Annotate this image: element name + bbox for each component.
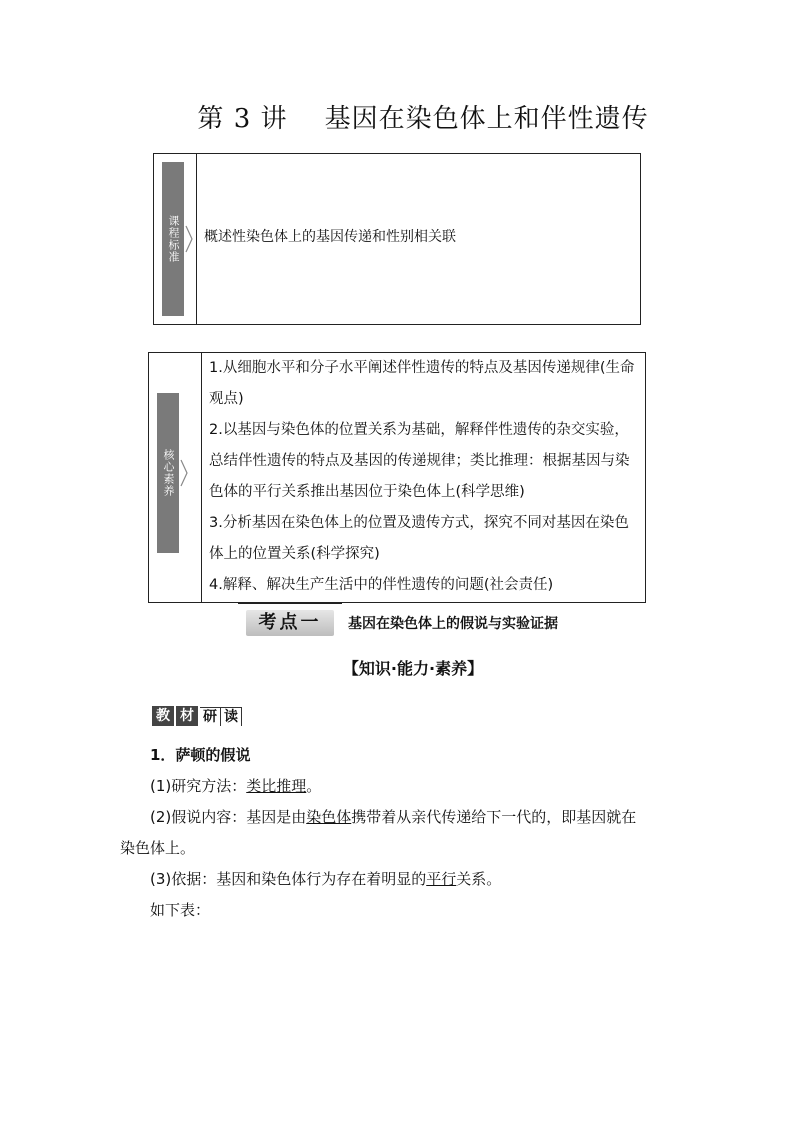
core-literacy-box [148, 352, 646, 603]
kaodian-divider [238, 603, 342, 604]
core-item: 4.解释、解决生产生活中的伴性遗传的问题(社会责任) [209, 577, 554, 593]
jiaocai-badge [152, 705, 242, 727]
title-prefix: 第 [197, 104, 225, 134]
text-span: (2)假说内容：基因是由 [150, 808, 307, 826]
jiaocai-char: 教 [152, 706, 174, 726]
underlined-term: 染色体 [306, 808, 352, 826]
kaodian-badge: 考点一 [246, 610, 334, 636]
page-title [0, 98, 794, 135]
body-paragraph [120, 771, 680, 802]
body-paragraph [120, 802, 680, 833]
title-text: 基因在染色体上和伴性遗传 [324, 104, 649, 134]
chevron-right-icon [180, 458, 188, 488]
section-heading: 【知识·能力·素养】 [342, 659, 484, 678]
body-paragraph [120, 864, 680, 895]
body-paragraph-continued: 染色体上。 [120, 839, 196, 857]
core-content [209, 353, 639, 601]
text-span: (1)研究方法： [150, 777, 247, 795]
curriculum-content: 概述性染色体上的基因传递和性别相关联 [204, 229, 456, 245]
curriculum-box [153, 153, 641, 325]
core-sidebar-label: 核心素养 [157, 393, 179, 553]
kaodian-title: 基因在染色体上的假说与实验证据 [348, 616, 558, 632]
body-text [120, 740, 680, 926]
core-item: 1.从细胞水平和分子水平阐述伴性遗传的特点及基因传递规律(生命观点) [209, 360, 635, 407]
title-suffix: 讲 [260, 104, 288, 134]
core-item: 3.分析基因在染色体上的位置及遗传方式，探究不同对基因在染色体上的位置关系(科学探究) [209, 515, 629, 562]
title-number: 3 [233, 104, 252, 134]
text-span: 携带着从亲代传递给下一代的，即基因就在 [351, 808, 637, 826]
jiaocai-char: 研 [200, 707, 221, 726]
text-span: (3)依据：基因和染色体行为存在着明显的 [150, 870, 427, 888]
body-paragraph: 如下表： [150, 901, 211, 919]
jiaocai-char: 材 [176, 706, 198, 726]
body-heading: 1．萨顿的假说 [150, 746, 251, 764]
text-span: 关系。 [456, 870, 502, 888]
underlined-term: 平行 [426, 870, 457, 888]
underlined-term: 类比推理 [246, 777, 307, 795]
chevron-right-icon [185, 224, 193, 254]
core-item: 2.以基因与染色体的位置关系为基础，解释伴性遗传的杂交实验，总结伴性遗传的特点及基因的传递规律；类比推理：根据基因与染色体的平行关系推出基因位于染色体上(科学思维) [209, 422, 630, 500]
jiaocai-char: 读 [221, 707, 242, 726]
text-span: 。 [306, 777, 322, 795]
curriculum-sidebar-label: 课程标准 [162, 162, 184, 316]
